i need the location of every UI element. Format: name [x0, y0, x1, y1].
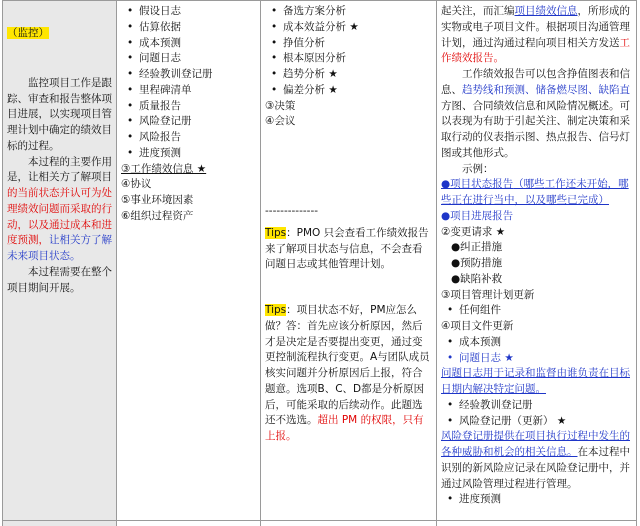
- list-item: • 趋势分析 ★: [265, 67, 432, 83]
- list-item: • 风险报告: [121, 130, 256, 146]
- process-tag: （监控）: [7, 27, 49, 39]
- wpr-red: 工作绩效报告。: [441, 36, 630, 65]
- doc-update-list: [441, 335, 632, 367]
- example-status-report: [441, 177, 632, 209]
- tips-block-2: [265, 303, 432, 445]
- wpr-intro: [441, 4, 632, 67]
- doc-update-list-3: [441, 492, 632, 508]
- status-report-link[interactable]: ●项目状态报告: [441, 178, 514, 191]
- tips-red-note: 超出 PM 的权限，只有上报。: [265, 414, 424, 442]
- purpose-blue: 让相关方了解未来项目状态。: [7, 234, 112, 262]
- wpr-content-text: 工作绩效报告可以包含挣值图表和信息、: [441, 68, 630, 96]
- wpr-content-blue: 趋势线和预测、储备燃尽图、缺陷直: [462, 83, 630, 96]
- list-item: • 成本预测: [441, 335, 632, 351]
- change-request-item: ●纠正措施: [451, 241, 503, 254]
- status-report-detail: （哪些工作还未开始，哪些正在进行当中，以及哪些已完成）: [441, 178, 629, 206]
- tools-cell: [261, 1, 437, 521]
- process-frequency: 本过程需要在整个项目期间开展。: [7, 265, 112, 294]
- wpr-content-text-2: 方图、合同绩效信息和风险情况概述。可以表现为有助于引起关注、制定决策和采取行动的仪表指示图、热点报告、信号灯图或其他形式。: [441, 99, 630, 159]
- tools-list: [265, 4, 432, 99]
- wpr-link[interactable]: 项目绩效信息: [514, 5, 578, 17]
- risk-note-blue: 风险登记册提供在项目执行过程中发生的各种威胁和机会的相关信息。: [441, 430, 630, 458]
- list-item: • 经验教训登记册: [441, 398, 632, 414]
- tips-text: ：项目状态不好，PM应怎么做？答：首先应该分析原因，然后才是决定是否要提出变更，通过变更控制流程执行变更。A与团队成员核实问题并分析原因后上报，符合题意。选项B、C、D都是分析原因后，可能采取的后续动作。此题选还不选选。: [265, 304, 430, 427]
- tool-decision: ③决策: [265, 99, 296, 112]
- process-description-cell: [3, 1, 117, 521]
- next-row-cell: [437, 521, 637, 526]
- wpr-text-2: ，所形成的实物或电子项目文件。根据项目沟通管理计划，通过沟通过程向项目相关方发送: [441, 5, 630, 49]
- list-item: • 成本效益分析 ★: [265, 20, 432, 36]
- output-doc-updates: ④项目文件更新: [441, 320, 514, 332]
- process-definition: 监控项目工作是跟踪、审查和报告整体项目进展，以实现项目管理计划中确定的绩效目标的过程。: [7, 76, 112, 152]
- input-opa: ⑥组织过程资产: [121, 209, 194, 222]
- change-request-item: ●缺陷补救: [451, 272, 503, 285]
- wpr-content: [441, 67, 632, 162]
- next-row-cell: [3, 521, 117, 526]
- tips-label: Tips: [265, 226, 287, 239]
- risk-register-note: [441, 429, 632, 492]
- output-change-requests: ②变更请求 ★: [441, 225, 506, 238]
- change-request-item: ●预防措施: [451, 257, 503, 269]
- list-item: • 估算依据: [121, 20, 256, 36]
- next-row-cell: [117, 521, 261, 526]
- divider-dashes: --------------: [265, 205, 319, 217]
- list-item: • 经验教训登记册: [121, 67, 256, 83]
- process-table: [2, 0, 637, 526]
- tool-meetings: ④会议: [265, 115, 296, 128]
- example-label: 示例：: [462, 162, 494, 175]
- outputs-cell: [437, 1, 637, 521]
- inputs-cell: [117, 1, 261, 521]
- output-pmp-updates: ③项目管理计划更新: [441, 288, 535, 301]
- tips-block-1: [265, 226, 432, 273]
- input-work-performance-info: ③工作绩效信息 ★: [121, 162, 207, 175]
- wpr-text: 起关注，而汇编: [441, 5, 515, 17]
- list-item: • 挣值分析: [265, 36, 432, 52]
- list-item: • 里程碑清单: [121, 83, 256, 99]
- list-item: • 偏差分析 ★: [265, 83, 432, 99]
- list-item: • 备选方案分析: [265, 4, 432, 20]
- purpose-intro: 本过程的主要作用是，让相关方了解项目: [7, 155, 112, 184]
- list-item: • 进度预测: [441, 492, 632, 508]
- list-item: • 假设日志: [121, 4, 256, 20]
- list-item: • 任何组件: [441, 303, 632, 319]
- inputs-list: [121, 4, 256, 162]
- input-eef: ⑤事业环境因素: [121, 194, 194, 206]
- example-progress-report: ●项目进展报告: [441, 209, 514, 222]
- list-item: • 问题日志: [121, 51, 256, 67]
- tips-text: ：PMO 只会查看工作绩效报告来了解项目状态与信息，不会查看问题日志或其他管理计划。: [265, 226, 429, 271]
- purpose-red: 的当前状态并认可为处理绩效问题而采取的行动，以及通过成本和进度预测，: [7, 187, 112, 247]
- list-item-issue-log: • 问题日志 ★: [441, 351, 632, 367]
- process-purpose: [7, 155, 112, 265]
- next-row-cell: [261, 521, 437, 526]
- list-item: • 风险登记册: [121, 114, 256, 130]
- list-item: • 根本原因分析: [265, 51, 432, 67]
- process-tag-row: [7, 26, 112, 42]
- risk-note-text: 在本过程中识别的新风险应记录在风险登记册中，并通过风险管理过程进行管理。: [441, 446, 630, 490]
- list-item: • 质量报告: [121, 99, 256, 115]
- doc-update-list-2: [441, 398, 632, 430]
- list-item-risk-register: • 风险登记册（更新） ★: [441, 414, 632, 430]
- list-item: • 成本预测: [121, 36, 256, 52]
- input-agreements: ④协议: [121, 178, 152, 191]
- tips-label: Tips: [265, 304, 287, 316]
- pmp-update-list: [441, 303, 632, 319]
- list-item: • 进度预测: [121, 146, 256, 162]
- issue-log-note: 问题日志用于记录和监督由谁负责在目标日期内解决特定问题。: [441, 367, 630, 395]
